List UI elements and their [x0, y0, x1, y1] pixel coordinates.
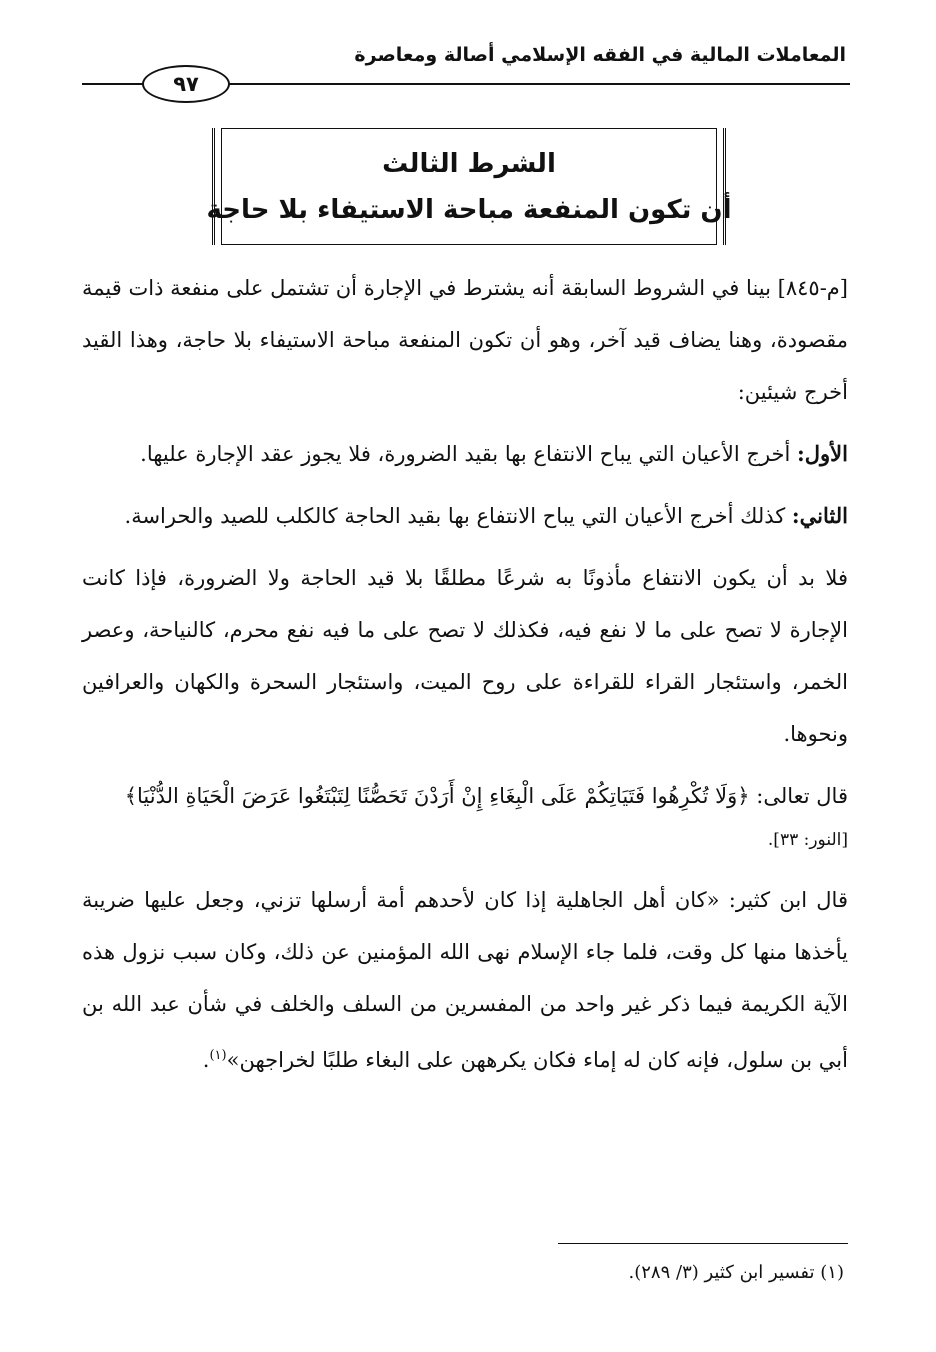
paragraph-ruling: فلا بد أن يكون الانتفاع مأذونًا به شرعًا مطلقًا بلا قيد الحاجة ولا الضرورة، فإذا كانت الإجارة لا تصح على ما لا نفع فيه، فكذلك لا تصح على ما فيه نفع محرم، كالنياحة، وعصر الخمر، واستئجار القراء للقراءة على روح الميت، واستئجار السحرة والكهان والعرافين ونحوها. [82, 566, 848, 746]
body-text [82, 262, 848, 1096]
page-number: ٩٧ [142, 65, 230, 103]
section-title-box [206, 128, 732, 245]
paragraph-intro: [م-٨٤٥] بينا في الشروط السابقة أنه يشترط في الإجارة أن تشتمل على منفعة ذات قيمة مقصودة، وهنا يضاف قيد آخر، وهو أن تكون المنفعة مباحة الاستيفاء بلا حاجة، وهذا القيد أخرج شيئين: [82, 276, 848, 404]
paragraph-end-period: . [202, 1048, 210, 1072]
ibn-kathir-quote: قال ابن كثير: «كان أهل الجاهلية إذا كان لأحدهم أمة أرسلها تزني، وجعل عليها ضريبة يأخذها منها كل وقت، فلما جاء الإسلام نهى الله المؤمنين عن ذلك، وكان سبب نزول هذه الآية الكريمة فيما ذكر غير واحد من المفسرين من السلف والخلف في شأن عبد الله بن أبي بن سلول، فإنه كان له إماء فكان يكرههن على البغاء طلبًا لخراجهن» [82, 888, 848, 1072]
second-label: الثاني: [791, 503, 848, 528]
footnote-rule [558, 1243, 848, 1244]
section-title-line2: أن تكون المنفعة مباحة الاستيفاء بلا حاجة [206, 194, 732, 225]
paragraph-first [82, 428, 848, 480]
quran-verse: ﴿وَلَا تُكْرِهُوا فَتَيَاتِكُمْ عَلَى الْبِغَاءِ إِنْ أَرَدْنَ تَحَصُّنًا لِتَبْتَغُوا عَرَضَ الْحَيَاةِ الدُّنْيَا﴾ [124, 784, 750, 808]
footnote-1: (١) تفسير ابن كثير (٣/ ٢٨٩). [628, 1262, 844, 1283]
first-label: الأول: [797, 441, 848, 466]
section-title-line1: الشرط الثالث [382, 148, 556, 179]
paragraph-quran-quote [82, 770, 848, 822]
footnote-marker: (١) [209, 1048, 227, 1063]
second-text: كذلك أخرج الأعيان التي يباح الانتفاع بها بقيد الحاجة كالكلب للصيد والحراسة. [124, 504, 792, 528]
quran-reference: [النور: ٣٣]. [767, 830, 848, 850]
first-text: أخرج الأعيان التي يباح الانتفاع بها بقيد الضرورة، فلا يجوز عقد الإجارة عليها. [140, 442, 798, 466]
paragraph-ibn-kathir [82, 874, 848, 1086]
quote-intro: قال تعالى: [749, 784, 848, 808]
paragraph-second [82, 490, 848, 542]
running-header-title: المعاملات المالية في الفقه الإسلامي أصالة ومعاصرة [354, 44, 846, 66]
section-title-frame [206, 128, 732, 245]
